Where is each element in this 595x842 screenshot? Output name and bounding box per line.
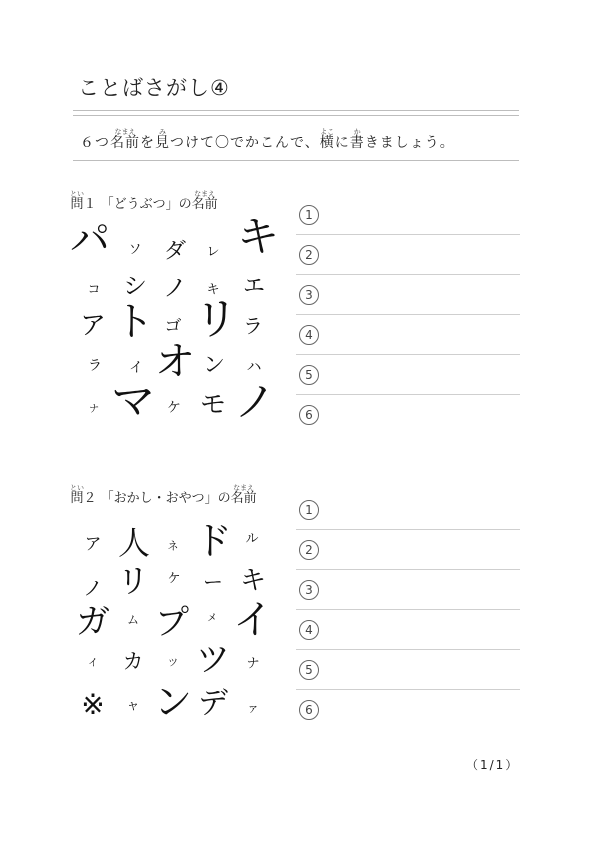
title-rule-top [73,110,519,111]
grid-char: ソ [128,242,142,258]
circled-number: 3 [299,285,319,305]
grid-char: ラ [243,314,263,338]
instruction-text: ６つ名前なまえを見みつけて〇でかこんで、横よこに書かきましょう。 [80,128,455,151]
circled-number: 1 [299,500,319,520]
q1-answer-row-3[interactable] [296,275,520,315]
circled-number: 4 [299,325,319,345]
grid-char: ア [84,534,102,555]
grid-char: プ [155,603,189,643]
grid-char: ン [202,353,226,378]
grid-char: ド [193,519,233,563]
q1-answer-row-1[interactable] [296,195,520,235]
circled-number: 2 [299,245,319,265]
q1-answer-row-5[interactable] [296,355,520,395]
grid-char: ダ [163,239,187,264]
grid-char: リ [116,562,150,600]
grid-char: マ [111,376,155,427]
grid-char: ツ [168,658,178,669]
grid-char: ネ [167,539,179,553]
circled-number: 4 [299,620,319,640]
q2-answer-row-4[interactable] [296,610,520,650]
grid-char: モ [199,390,227,420]
question-1-label: 問とい１ 「どうぶつ」の名前なまえ [70,190,218,212]
grid-char: デ [198,686,228,721]
grid-char: ノ [233,377,277,426]
grid-char: キ [236,212,280,261]
grid-char: ャ [126,698,140,714]
page-number: （1/1） [466,758,520,772]
circled-number: 5 [299,660,319,680]
q1-answer-row-6[interactable] [296,395,520,435]
grid-char: リ [194,294,238,345]
grid-char: ゴ [164,316,182,337]
grid-char: ァ [246,701,260,715]
grid-char: オ [155,339,195,385]
q2-answer-row-6[interactable] [296,690,520,730]
grid-char: 人 [117,524,151,562]
grid-char: レ [206,244,220,260]
grid-char: イ [129,360,143,376]
grid-char: イ [233,597,273,643]
circled-number: 6 [299,700,319,720]
grid-char: ハ [246,357,262,376]
circled-number: 6 [299,405,319,425]
grid-char: ン [153,680,193,724]
circled-number: 2 [299,540,319,560]
grid-char: ガ [76,602,110,642]
q2-answer-row-3[interactable] [296,570,520,610]
q2-answer-row-1[interactable] [296,490,520,530]
grid-char: エ [242,274,266,299]
grid-char: キ [239,566,267,596]
grid-char: ル [245,531,259,547]
q1-answer-row-2[interactable] [296,235,520,275]
grid-char: キ [206,282,220,298]
circled-number: 5 [299,365,319,385]
grid-char: ー [203,570,223,594]
grid-char: ケ [167,571,181,587]
grid-char: ノ [163,274,187,302]
grid-char: ム [126,613,140,627]
grid-char: ツ [196,640,230,680]
grid-char: イ [88,658,98,669]
grid-char: パ [70,217,110,263]
circled-number: 1 [299,205,319,225]
page-title: ことばさがし④ [78,76,230,100]
grid-char: ケ [167,400,181,416]
q2-answer-row-5[interactable] [296,650,520,690]
grid-char: シ [123,272,147,300]
q1-answer-row-4[interactable] [296,315,520,355]
grid-char: ト [114,299,154,345]
circled-number: 3 [299,580,319,600]
title-rule-bottom [73,115,519,116]
grid-char: ラ [88,358,102,374]
q2-answer-row-2[interactable] [296,530,520,570]
grid-char: コ [87,282,101,298]
grid-char: ノ [83,576,103,600]
question-2-label: 問とい２ 「おかし・おやつ」の名前なまえ [70,484,257,506]
instruction-rule [73,160,519,161]
grid-char: メ [207,613,217,624]
grid-char: ※ [81,688,105,721]
grid-char: ナ [89,404,99,415]
grid-char: ア [79,311,107,341]
grid-char: カ [122,649,144,674]
grid-char: ナ [246,656,260,672]
